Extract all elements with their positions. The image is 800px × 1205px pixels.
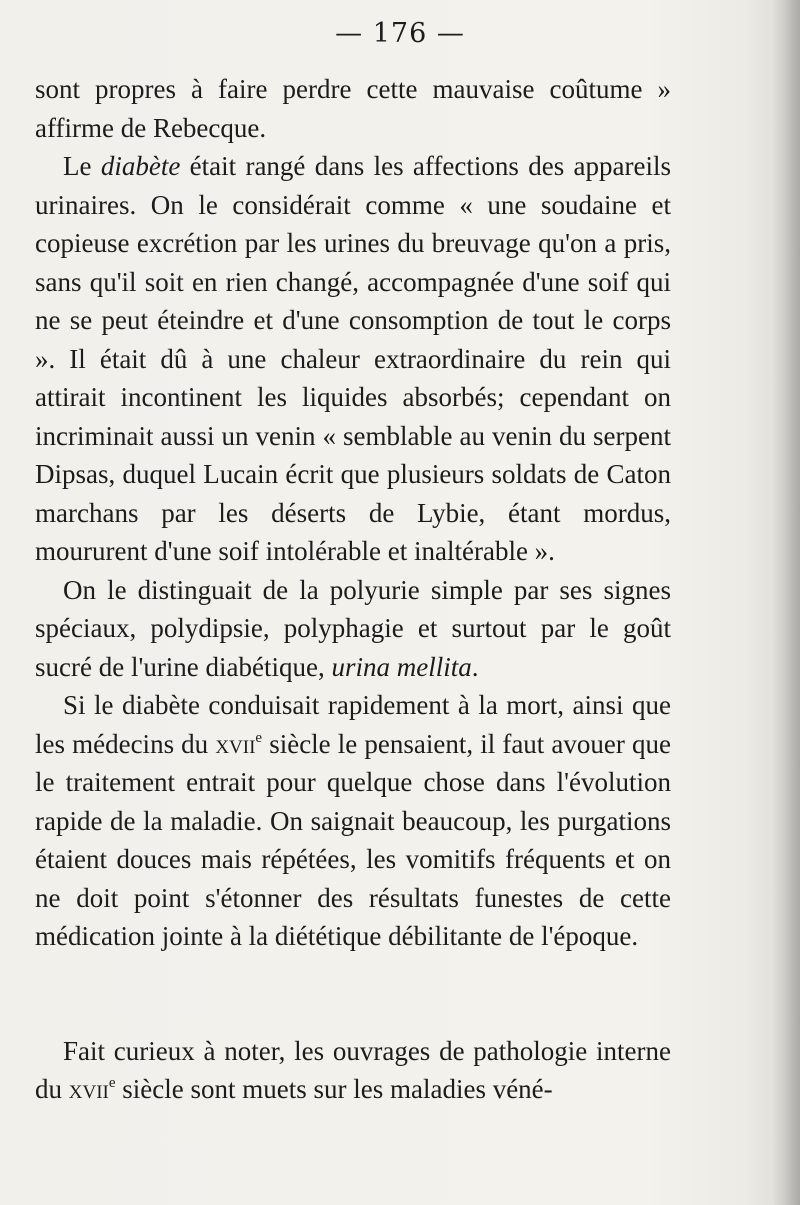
diabete-italic-term: diabète: [100, 151, 181, 181]
paragraph-1: [35, 70, 671, 147]
century-numeral: xvii: [215, 728, 256, 759]
paragraph-4: [35, 686, 671, 956]
paragraph-2-text-end: était rangé dans les affections des appareils urinaires. On le considérait comme « une soudaine et copieuse excrétion par les urines du breuvage qu'on a pris, sans qu'il soit en rien changé, accompagnée d'une soif qui ne se peut éteindre et d'une consomption de tout le corps ». Il était dû à une chaleur extraordinaire du rein qui attirait incontinent les liquides absorbés; cependant on incriminait aussi un venin « semblable au venin du serpent Dipsas, duquel Lucain écrit que plusieurs soldats de Caton marchans par les déserts de Lybie, étant mordus, moururent d'une soif intolérable et inaltérable ».: [35, 151, 671, 566]
paragraph-1-text: sont propres à faire perdre cette mauvaise coûtume » affirme de Rebecque.: [35, 74, 671, 143]
page-number: — 176 —: [335, 18, 465, 49]
body-text: [35, 70, 671, 1109]
paragraph-3: [35, 571, 671, 687]
century-numeral: xvii: [68, 1074, 109, 1104]
paragraph-3-text-end: .: [471, 651, 479, 682]
paragraph-5-text-end: siècle sont muets sur les maladies véné-: [115, 1074, 553, 1104]
urina-mellita-italic-term: urina mellita: [331, 651, 472, 682]
page-gutter-shadow: [772, 0, 800, 1205]
century-superscript: e: [108, 1075, 116, 1091]
paragraph-4-text-start: Si le diabète conduisait rapidement à la mort, ainsi que les médecins du: [35, 690, 671, 759]
paragraph-4-text-end: siècle le pensaient, il faut avouer que le traitement entrait pour quelque chose dans l'évolution rapide de la maladie. On saignait beaucoup, les purgations étaient douces mais répétées, les vomitifs fréquents et on ne doit point s'étonner des résultats funestes de cette médication jointe à la diététique débilitante de l'époque.: [35, 728, 671, 951]
century-superscript: e: [255, 729, 263, 746]
paragraph-5-text-start: Fait curieux à noter, les ouvrages de pathologie interne du: [35, 1035, 671, 1104]
paragraph-2-text-start: Le: [63, 151, 101, 181]
paragraph-5: [35, 1032, 671, 1109]
paragraph-3-text-start: On le distinguait de la polyurie simple par ses signes spéciaux, polydipsie, polyphagie et surtout par le goût sucré de l'urine diabétique,: [35, 574, 671, 682]
paragraph-2: [35, 147, 671, 571]
